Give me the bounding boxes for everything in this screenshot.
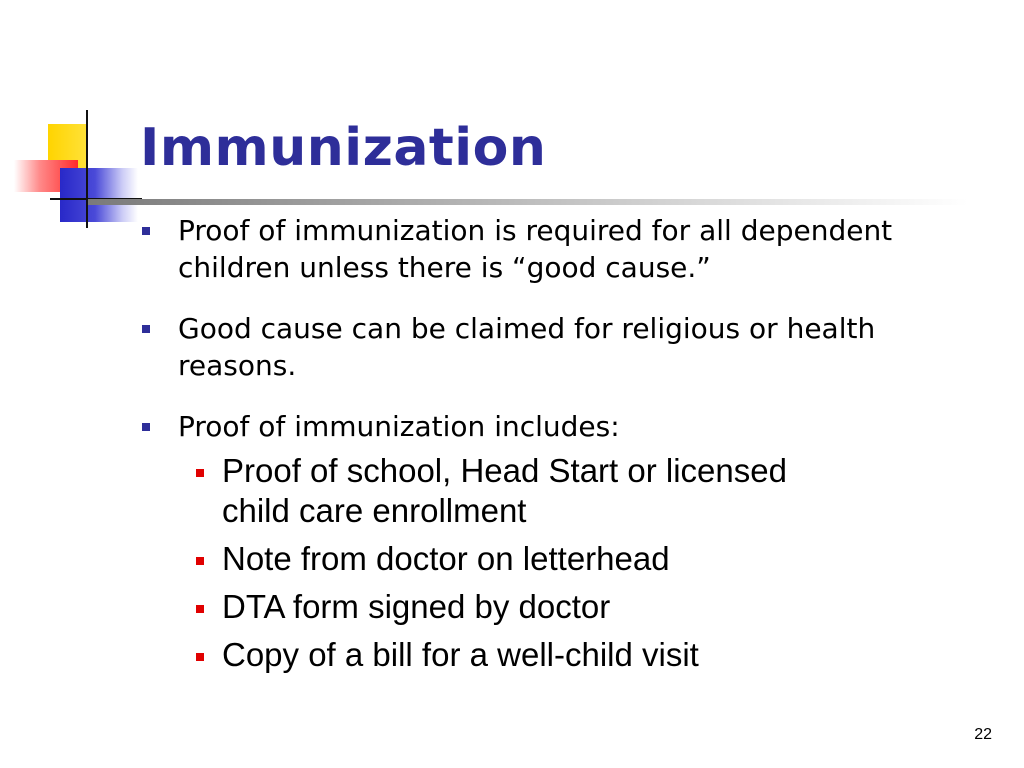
sub-bullet-text: Note from doctor on letterhead (222, 540, 670, 577)
square-bullet-icon (142, 227, 150, 235)
title-underline-rule (88, 199, 968, 205)
sub-bullet-item (170, 587, 972, 627)
page-number: 22 (974, 726, 992, 743)
bullet-text: Proof of immunization includes: (178, 410, 620, 443)
bullet-list (142, 212, 972, 683)
square-bullet-icon (142, 423, 150, 431)
sub-bullet-item (170, 451, 862, 531)
bullet-item (142, 408, 972, 675)
red-square-bullet-icon (196, 557, 204, 565)
sub-bullet-text: DTA form signed by doctor (222, 588, 611, 625)
sub-bullet-text: Proof of school, Head Start or licensed child care enrollment (222, 452, 787, 529)
bullet-text: Good cause can be claimed for religious or health reasons. (178, 312, 876, 382)
corner-ornament-vertical-line (86, 110, 88, 228)
corner-ornament-blue-bar (60, 168, 138, 222)
sub-bullet-item (170, 635, 972, 675)
sub-bullet-item (170, 539, 972, 579)
square-bullet-icon (142, 325, 150, 333)
bullet-item (142, 212, 972, 286)
sub-bullet-text: Copy of a bill for a well-child visit (222, 636, 699, 673)
slide-title: Immunization (140, 118, 547, 178)
red-square-bullet-icon (196, 653, 204, 661)
bullet-item (142, 310, 972, 384)
sub-bullet-list (170, 451, 972, 675)
red-square-bullet-icon (196, 469, 204, 477)
bullet-text: Proof of immunization is required for all dependent children unless there is “good cause.” (178, 214, 893, 284)
red-square-bullet-icon (196, 605, 204, 613)
